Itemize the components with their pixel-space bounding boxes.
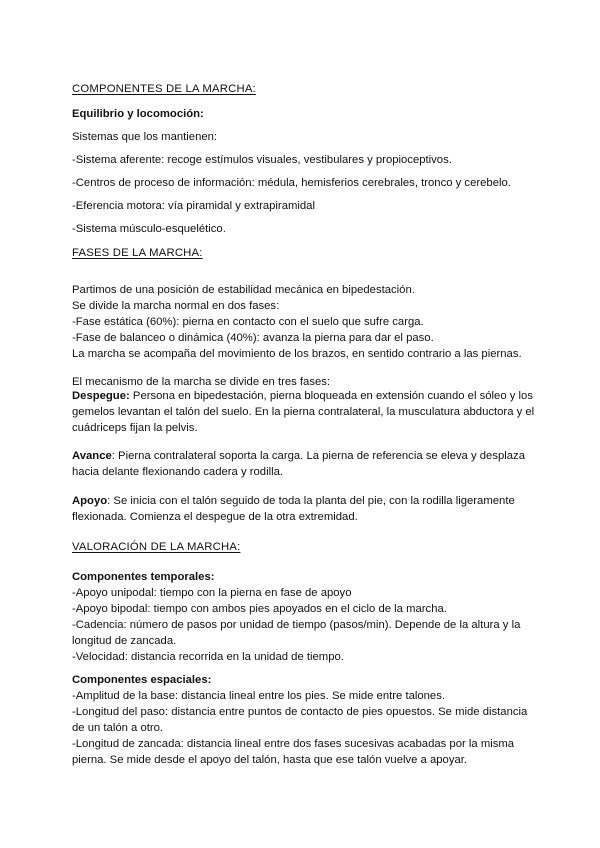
list-item-centros-proceso: -Centros de proceso de información: médula, hemisferios cerebrales, tronco y cerebelo.	[72, 177, 511, 189]
list-item: -Apoyo unipodal: tiempo con la pierna en fase de apoyo	[72, 587, 352, 599]
text-avance: : Pierna contralateral soporta la carga. La pierna de referencia se eleva y desplaza hacia delante flexionando cadera y rodilla.	[72, 450, 525, 478]
title-componentes-temporales: Componentes temporales:	[72, 571, 215, 583]
heading-fases: FASES DE LA MARCHA:	[72, 247, 203, 259]
list-item: -Longitud del paso: distancia entre puntos de contacto de pies opuestos. Se mide distancia de un talón a otro.	[72, 706, 528, 734]
list-item-sistema-aferente: -Sistema aferente: recoge estímulos visuales, vestibulares y propioceptivos.	[72, 154, 452, 166]
text-line: -Fase de balanceo o dinámica (40%): avanza la pierna para dar el paso.	[72, 332, 434, 344]
subheading-equilibrio: Equilibrio y locomoción:	[72, 108, 204, 120]
text-line: La marcha se acompaña del movimiento de los brazos, en sentido contrario a las piernas.	[72, 348, 522, 360]
title-componentes-espaciales: Componentes espaciales:	[72, 674, 212, 686]
espaciales-block	[72, 672, 542, 768]
intro-sistemas: Sistemas que los mantienen:	[72, 131, 218, 143]
label-apoyo: Apoyo	[72, 495, 108, 507]
text-line: -Fase estática (60%): pierna en contacto con el suelo que sufre carga.	[72, 316, 424, 328]
list-item-eferencia-motora: -Eferencia motora: vía piramidal y extrapiramidal	[72, 200, 315, 212]
list-item-sistema-musculo: -Sistema músculo-esquelético.	[72, 223, 226, 235]
label-avance: Avance	[72, 450, 112, 462]
text-line: Partimos de una posición de estabilidad mecánica en bipedestación.	[72, 284, 415, 296]
temporales-block	[72, 569, 542, 665]
text-apoyo: : Se inicia con el talón seguido de toda la planta del pie, con la rodilla ligeramente flexionada. Comienza el despegue de la otra extremidad.	[72, 495, 515, 523]
text-line: Se divide la marcha normal en dos fases:	[72, 300, 280, 312]
list-item: -Amplitud de la base: distancia lineal entre los pies. Se mide entre talones.	[72, 690, 446, 702]
mecanismo-intro: El mecanismo de la marcha se divide en tres fases:	[72, 376, 331, 388]
paragraph-avance	[72, 448, 542, 480]
label-despegue: Despegue:	[72, 390, 130, 402]
text-despegue: Persona en bipedestación, pierna bloqueada en extensión cuando el sóleo y los gemelos levantan el talón del suelo. En la pierna contralateral, la musculatura abductora y el cuádriceps fijan la pelvis.	[72, 390, 535, 434]
list-item: -Cadencia: número de pasos por unidad de tiempo (pasos/min). Depende de la altura y la longitud de zancada.	[72, 619, 521, 647]
heading-valoracion: VALORACIÓN DE LA MARCHA:	[72, 541, 241, 553]
heading-componentes: COMPONENTES DE LA MARCHA:	[72, 83, 256, 95]
paragraph-despegue	[72, 388, 542, 436]
paragraph-apoyo	[72, 493, 542, 525]
fases-text-block	[72, 282, 542, 362]
list-item: -Apoyo bipodal: tiempo con ambos pies apoyados en el ciclo de la marcha.	[72, 603, 447, 615]
list-item: -Longitud de zancada: distancia lineal entre dos fases sucesivas acabadas por la misma pierna. Se mide desde el apoyo del talón, hasta que ese talón vuelve a apoyar.	[72, 738, 515, 766]
list-item: -Velocidad: distancia recorrida en la unidad de tiempo.	[72, 651, 344, 663]
